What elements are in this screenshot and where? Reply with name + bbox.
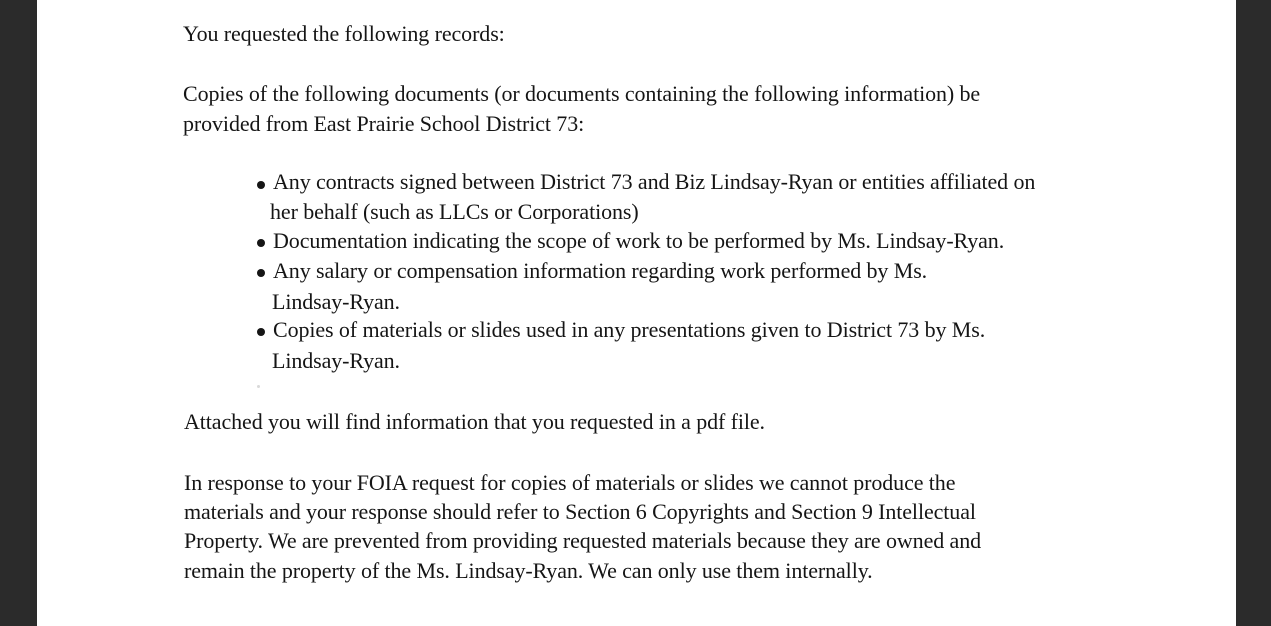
- bullet-icon: [257, 181, 265, 189]
- bullet-icon: [257, 328, 265, 336]
- bullet-1-line-1: Any contracts signed between District 73 and Biz Lindsay-Ryan or entities affiliated on: [273, 169, 1036, 194]
- request-paragraph-line-2: provided from East Prairie School District 73:: [183, 111, 585, 136]
- bullet-2-line-1: Documentation indicating the scope of work to be performed by Ms. Lindsay-Ryan.: [273, 228, 1005, 253]
- response-line-3: Property. We are prevented from providing requested materials because they are owned and: [184, 528, 982, 553]
- response-line-1: In response to your FOIA request for copies of materials or slides we cannot produce the: [184, 470, 956, 495]
- bullet-3-line-2: Lindsay-Ryan.: [272, 289, 400, 314]
- bullet-icon: [257, 239, 265, 247]
- response-line-4: remain the property of the Ms. Lindsay-Ryan. We can only use them internally.: [184, 558, 873, 583]
- bullet-4-line-2: Lindsay-Ryan.: [272, 348, 400, 373]
- bullet-4-line-1: Copies of materials or slides used in any presentations given to District 73 by Ms.: [273, 317, 986, 342]
- bullet-icon: [257, 269, 265, 277]
- document-page: [37, 0, 1236, 626]
- attached-note: Attached you will find information that you requested in a pdf file.: [184, 409, 765, 434]
- bullet-1-line-2: her behalf (such as LLCs or Corporations): [270, 199, 639, 224]
- scan-speck: [257, 385, 260, 388]
- response-line-2: materials and your response should refer to Section 6 Copyrights and Section 9 Intellectual: [184, 499, 976, 524]
- bullet-3-line-1: Any salary or compensation information regarding work performed by Ms.: [273, 258, 928, 283]
- request-paragraph-line-1: Copies of the following documents (or documents containing the following information) be: [183, 81, 981, 106]
- intro-text: You requested the following records:: [183, 21, 505, 46]
